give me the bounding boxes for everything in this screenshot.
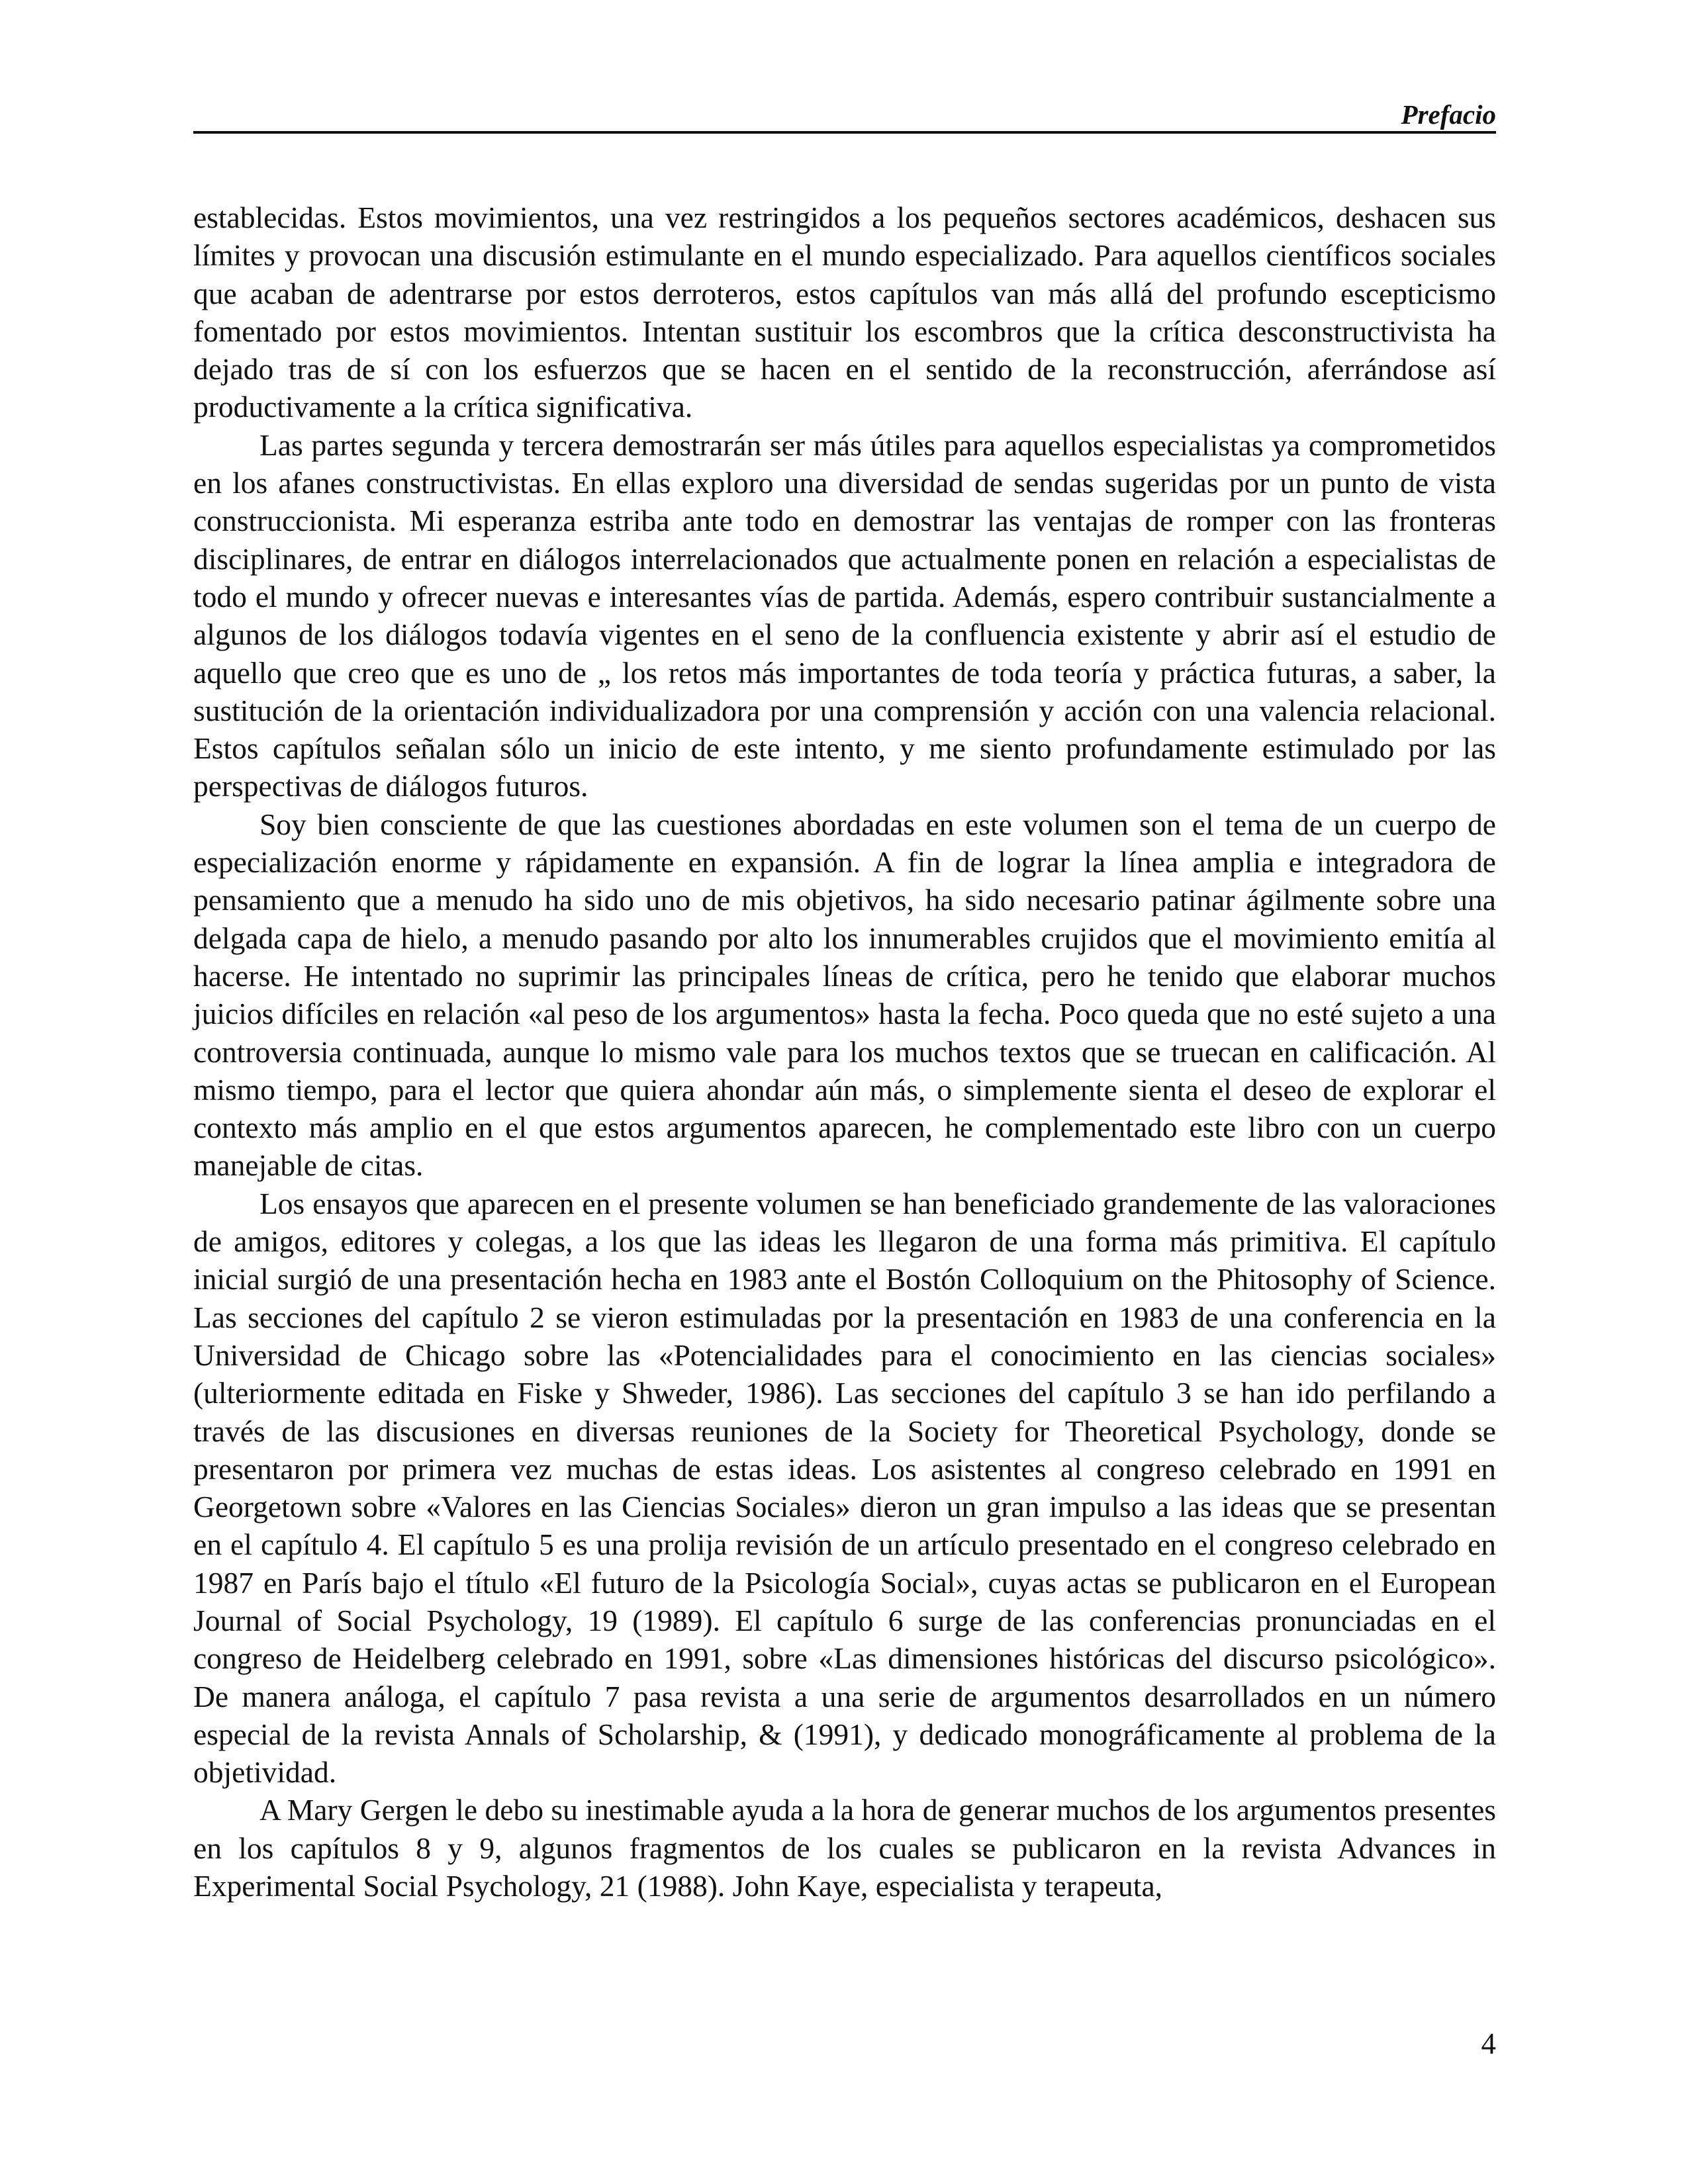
running-head: Prefacio [1401,99,1496,130]
page-header [193,98,1496,134]
page-number: 4 [1481,2027,1496,2060]
paragraph-2: Las partes segunda y tercera demostrarán ser más útiles para aquellos especialistas ya comprometidos en los afanes constructivistas. En ellas exploro una diversidad de sendas sugeridas por un punto de vista construccionista. Mi esperanza estriba ante todo en demostrar las ventajas de romper con las fronteras disciplinares, de entrar en diálogos interrelacionados que actualmente ponen en relación a especialistas de todo el mundo y ofrecer nuevas e interesantes vías de partida. Además, espero contribuir sustancialmente a algunos de los diálogos todavía vigentes en el seno de la confluencia existente y abrir así el estudio de aquello que creo que es uno de „ los retos más importantes de toda teoría y práctica futuras, a saber, la sustitución de la orientación individualizadora por una comprensión y acción con una valencia relacional. Estos capítulos señalan sólo un inicio de este intento, y me siento profundamente estimulado por las perspectivas de diálogos futuros. [193,428,1496,803]
paragraph-5: A Mary Gergen le debo su inestimable ayuda a la hora de generar muchos de los argumentos presentes en los capítulos 8 y 9, algunos fragmentos de los cuales se publicaron en la revista Advances in Experimental Social Psychology, 21 (1988). John Kaye, especialista y terapeuta, [193,1793,1496,1903]
body-text [193,199,1496,1905]
paragraph-3: Soy bien consciente de que las cuestiones abordadas en este volumen son el tema de un cuerpo de especialización enorme y rápidamente en expansión. A fin de lograr la línea amplia e integradora de pensamiento que a menudo ha sido uno de mis objetivos, ha sido necesario patinar ágilmente sobre una delgada capa de hielo, a menudo pasando por alto los innumerables crujidos que el movimiento emitía al hacerse. He intentado no suprimir las principales líneas de crítica, pero he tenido que elaborar muchos juicios difíciles en relación «al peso de los argumentos» hasta la fecha. Poco queda que no esté sujeto a una controversia continuada, aunque lo mismo vale para los muchos textos que se truecan en calificación. Al mismo tiempo, para el lector que quiera ahondar aún más, o simplemente sienta el deseo de explorar el contexto más amplio en el que estos argumentos aparecen, he complementado este libro con un cuerpo manejable de citas. [193,807,1496,1183]
paragraph-4: Los ensayos que aparecen en el presente volumen se han beneficiado grandemente de las valoraciones de amigos, editores y colegas, a los que las ideas les llegaron de una forma más primitiva. El capítulo inicial surgió de una presentación hecha en 1983 ante el Bostón Colloquium on the Phitosophy of Science. Las secciones del capítulo 2 se vieron estimuladas por la presentación en 1983 de una conferencia en la Universidad de Chicago sobre las «Potencialidades para el conocimiento en las ciencias sociales» (ulteriormente editada en Fiske y Shweder, 1986). Las secciones del capítulo 3 se han ido perfilando a través de las discusiones en diversas reuniones de la Society for Theoretical Psychology, donde se presentaron por primera vez muchas de estas ideas. Los asistentes al congreso celebrado en 1991 en Georgetown sobre «Valores en las Ciencias Sociales» dieron un gran impulso a las ideas que se presentan en el capítulo 4. El capítulo 5 es una prolija revisión de un artículo presentado en el congreso celebrado en 1987 en París bajo el título «El futuro de la Psicología Social», cuyas actas se publicaron en el European Journal of Social Psychology, 19 (1989). El capítulo 6 surge de las conferencias pronunciadas en el congreso de Heidelberg celebrado en 1991, sobre «Las dimensiones históricas del discurso psicológico». De manera análoga, el capítulo 7 pasa revista a una serie de argumentos desarrollados en un número especial de la revista Annals of Scholarship, & (1991), y dedicado monográficamente al problema de la objetividad. [193,1186,1496,1790]
paragraph-1: establecidas. Estos movimientos, una vez restringidos a los pequeños sectores académicos, deshacen sus límites y provocan una discusión estimulante en el mundo especializado. Para aquellos científicos sociales que acaban de adentrarse por estos derroteros, estos capítulos van más allá del profundo escepticismo fomentado por estos movimientos. Intentan sustituir los escombros que la crítica desconstructivista ha dejado tras de sí con los esfuerzos que se hacen en el sentido de la reconstrucción, aferrándose así productivamente a la crítica significativa. [193,201,1496,424]
